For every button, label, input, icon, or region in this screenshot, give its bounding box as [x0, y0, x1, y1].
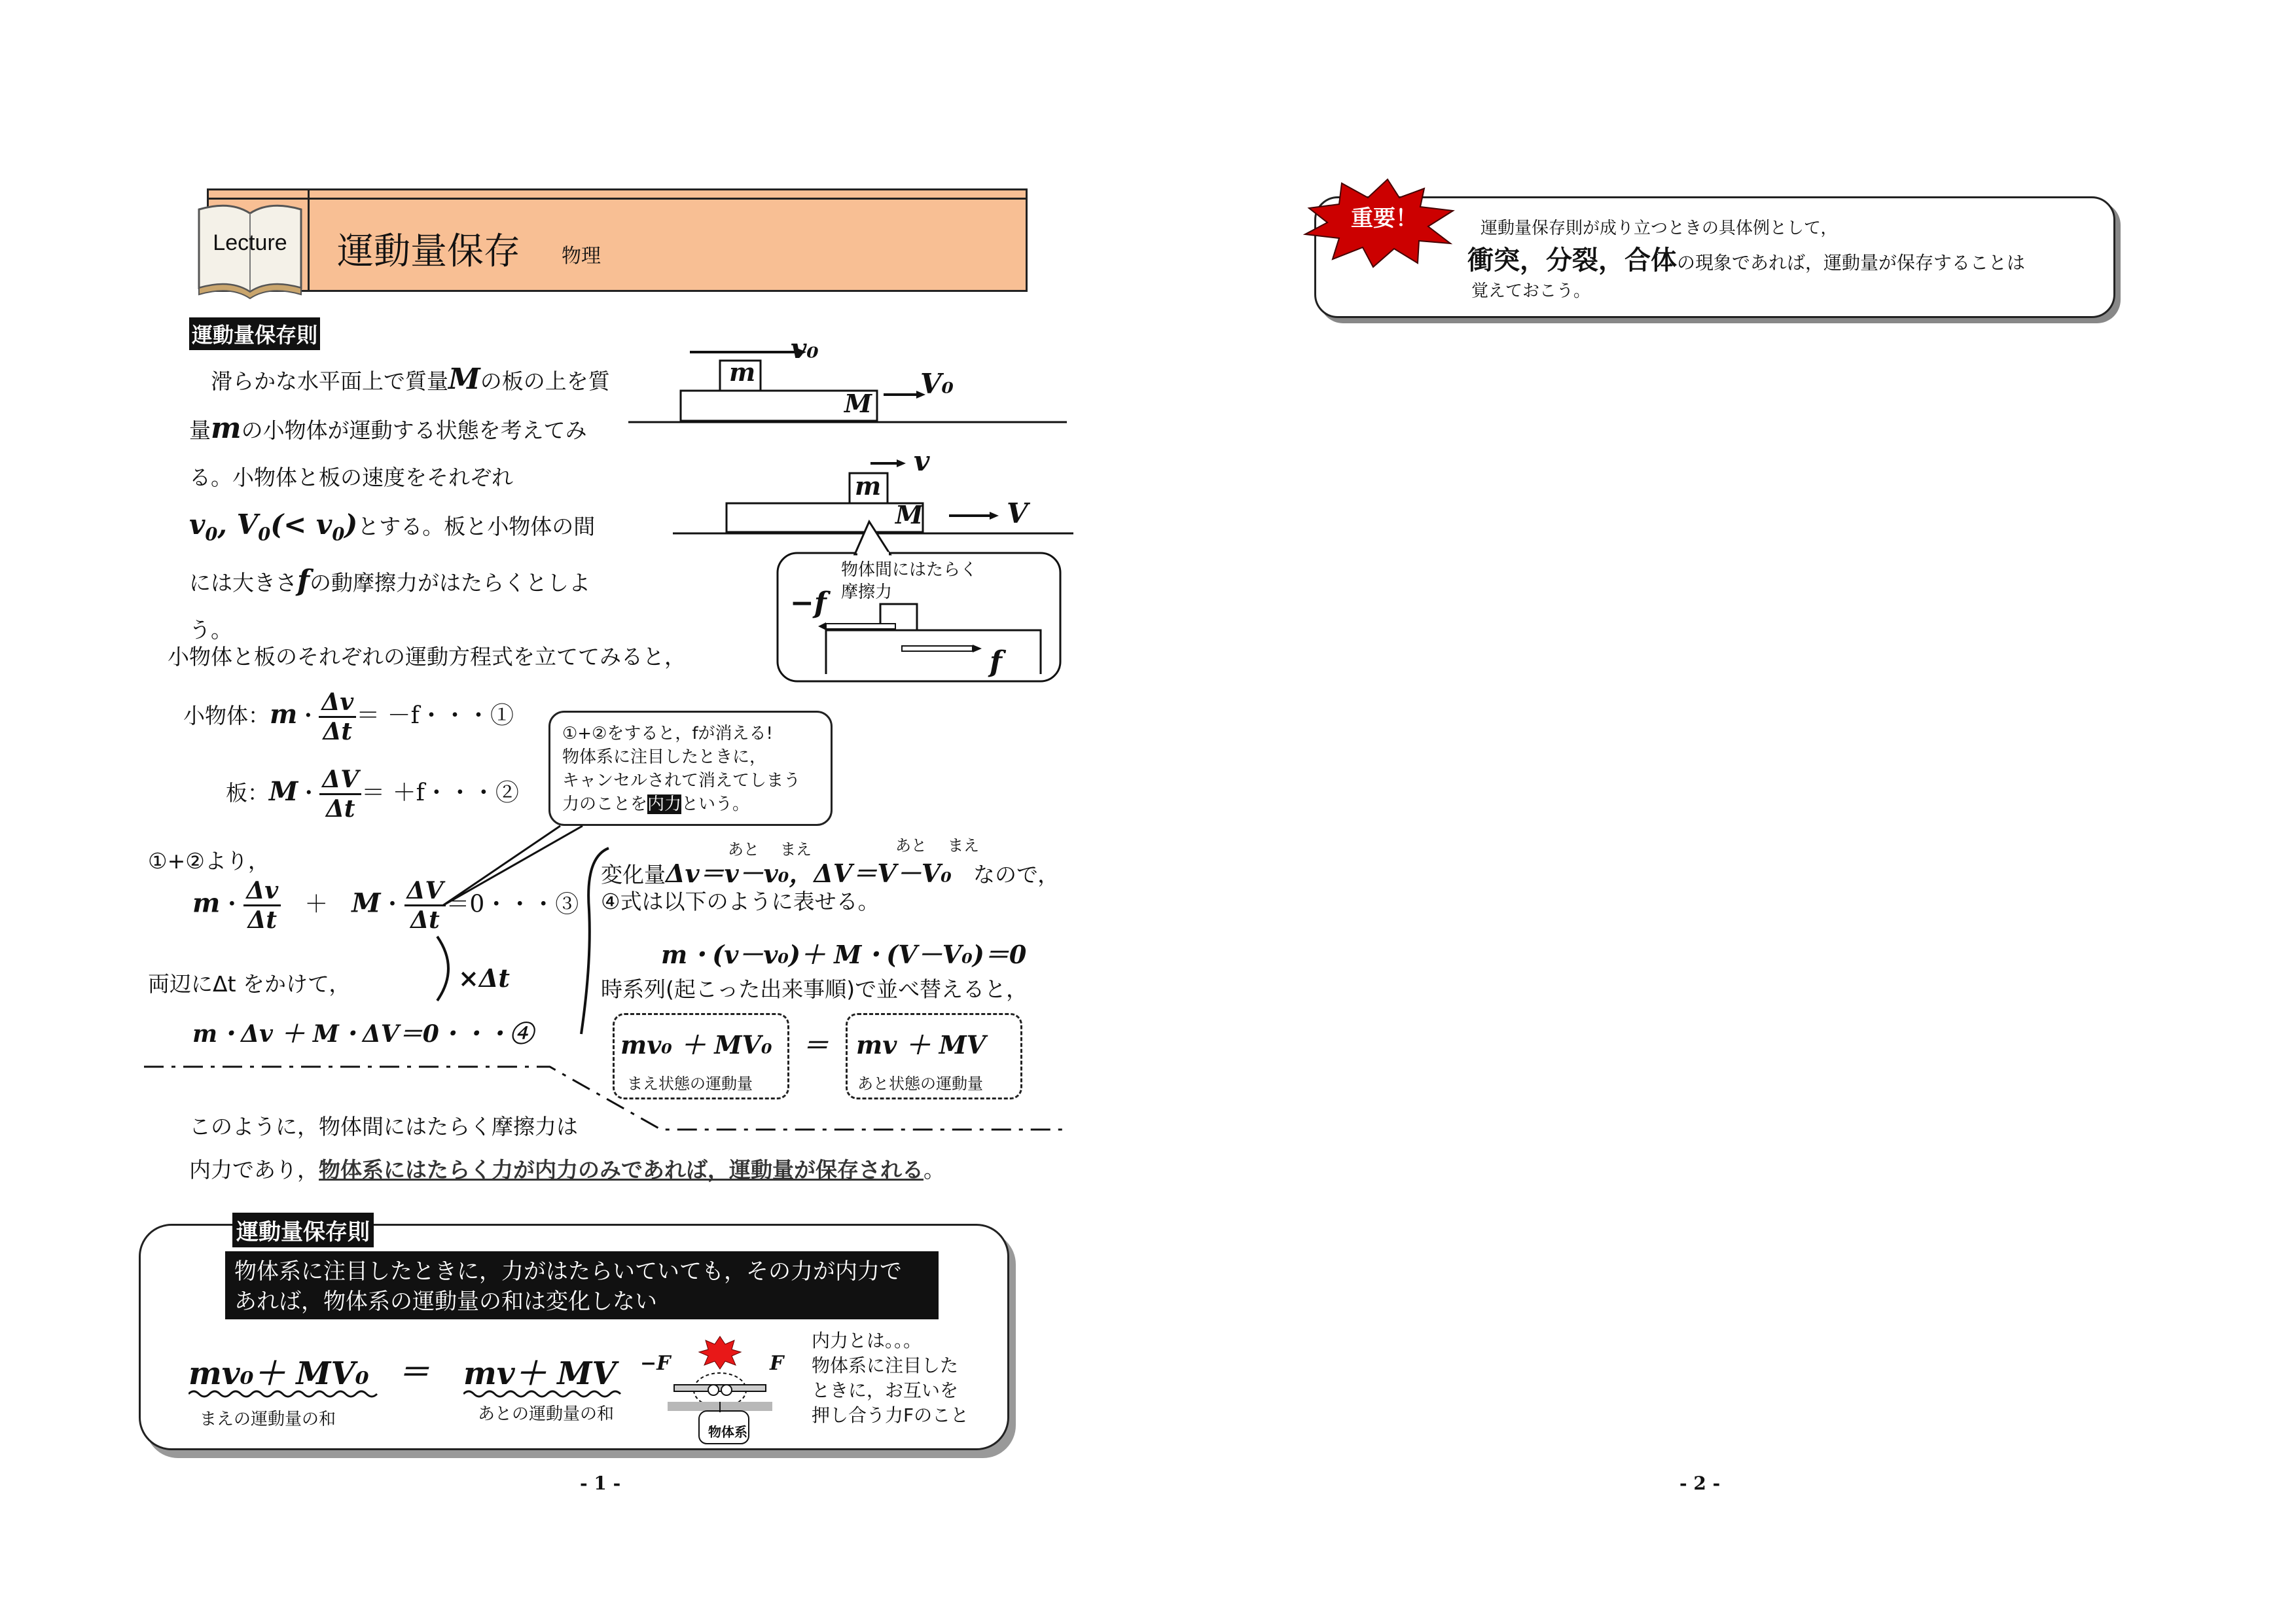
wavy-underline-rhs [463, 1387, 627, 1400]
change-line: 変化量Δv＝v－v₀，ΔV＝V－V₀ なので， [601, 859, 1060, 888]
intro-line-3: る。小物体と板の速度をそれぞれ [189, 465, 513, 490]
mae-1: まえ [780, 840, 812, 859]
important-badge-text: 重要！ [1351, 205, 1418, 232]
label-V0: V₀ [920, 368, 954, 400]
wavy-underline-lhs [188, 1387, 385, 1400]
lecture-title: 運動量保存 [337, 230, 520, 273]
header-top-stripe [207, 198, 1028, 200]
label-M-top: M [844, 389, 872, 418]
naibun-note: 内力とは。。。 物体系に注目した ときに，お互いを 押し合う力Fのこと [812, 1330, 969, 1426]
page-number-1: - 1 - [580, 1472, 621, 1494]
intro-line-1: 滑らかな水平面上で質量Mの板の上を質 [211, 363, 610, 396]
bubble-text-2: 摩擦力 [841, 582, 893, 602]
label-M-bottom: M [895, 500, 924, 529]
callout-internal-force: ①+②をすると，fが消える! 物体系に注目したときに， キャンセルされて消えてしまう 力のことを内力という。 [548, 711, 833, 826]
equation-2: 板：M・ $\frac{\Delta V}{\Delta t}$ ＝ ＋f・・・② [226, 766, 519, 823]
intro-line-2: 量mの小物体が運動する状態を考えてみ [189, 412, 587, 445]
intro-line-6: う。 [189, 617, 232, 643]
after-label: あと状態の運動量 [857, 1075, 983, 1093]
change-line-2: ④式は以下のように表せる。 [601, 889, 880, 914]
label-V: V [1007, 497, 1028, 529]
ato-2: あと [895, 836, 927, 855]
important-line-2: 衝突，分裂，合体の現象であれば，運動量が保存することは [1467, 245, 2026, 276]
law-tab: 運動量保存則 [232, 1213, 374, 1247]
law-rhs: mv＋ MV [463, 1355, 617, 1392]
setup-sentence: 小物体と板のそれぞれの運動方程式を立ててみると， [168, 644, 686, 669]
equation-3: m・ $\frac{\Delta v}{\Delta t}$ ＋ M・ $\frac{\Delta V}{\Delta t}$ ＝0・・・③ [192, 877, 579, 934]
label-f: f [990, 645, 1002, 679]
law-equals: ＝ [398, 1354, 430, 1391]
section-heading: 運動量保存則 [189, 317, 320, 350]
bubble-text-1: 物体間にはたらく [841, 560, 978, 580]
multiply-dt: 両辺にΔt をかけて， [148, 971, 351, 997]
intro-paragraph [189, 356, 621, 654]
intro-line-5: には大きさfの動摩擦力がはたらくとしよ [189, 564, 590, 598]
law-negF: −F [640, 1352, 671, 1375]
label-m-top: m [729, 357, 756, 387]
page-number-2: - 2 - [1679, 1472, 1721, 1494]
conclusion-line-2: 内力であり，物体系にはたらく力が内力のみであれば，運動量が保存される。 [189, 1157, 945, 1183]
law-lhs-label: まえの運動量の和 [200, 1410, 336, 1429]
equation-1: 小物体：m・ $\frac{\Delta v}{\Delta t}$ ＝ －f・・・① [183, 688, 514, 745]
label-v: v [914, 445, 930, 477]
lecture-header-band [207, 188, 1028, 292]
label-neg-f: −f [790, 586, 827, 620]
law-lhs: mv₀＋ MV₀ [188, 1355, 369, 1392]
ato-1: あと [728, 840, 759, 859]
before-expr: mv₀ ＋ MV₀ [620, 1030, 772, 1060]
label-v0: v₀ [791, 332, 819, 365]
law-statement: 物体系に注目したときに，力がはたらいていても，その力が内力で あれば，物体系の運動量の和は変化しない [225, 1251, 939, 1319]
label-m-bottom: m [855, 471, 882, 501]
conclusion-line-1: このように，物体間にはたらく摩擦力は [189, 1114, 578, 1139]
from-sum: ①+②より， [148, 848, 270, 874]
law-F: F [770, 1352, 784, 1375]
lecture-subject: 物理 [562, 245, 601, 268]
equation-5: m・(v－v₀)＋ M・(V－V₀)＝0 [661, 940, 1027, 969]
times-dt: ×Δt [458, 963, 510, 993]
mae-2: まえ [948, 836, 979, 855]
important-line-1: 運動量保存則が成り立つときの具体例として， [1480, 219, 1838, 238]
after-expr: mv ＋ MV [856, 1030, 986, 1060]
intro-line-4: $v_0$, $V_0(< v_0)$とする。板と小物体の間 [189, 508, 596, 545]
before-label: まえ状態の運動量 [627, 1075, 753, 1093]
lecture-badge-text: Lecture [213, 230, 287, 255]
before-after-equals: ＝ [802, 1030, 829, 1061]
law-rhs-label: あとの運動量の和 [478, 1404, 615, 1424]
important-line-3: 覚えておこう。 [1471, 281, 1591, 301]
equation-4: m・Δv ＋ M・ΔV＝0・・・④ [192, 1020, 533, 1048]
system-label: 物体系 [708, 1424, 747, 1440]
change-line-3: 時系列(起こった出来事順)で並べ替えると， [601, 976, 1028, 1002]
